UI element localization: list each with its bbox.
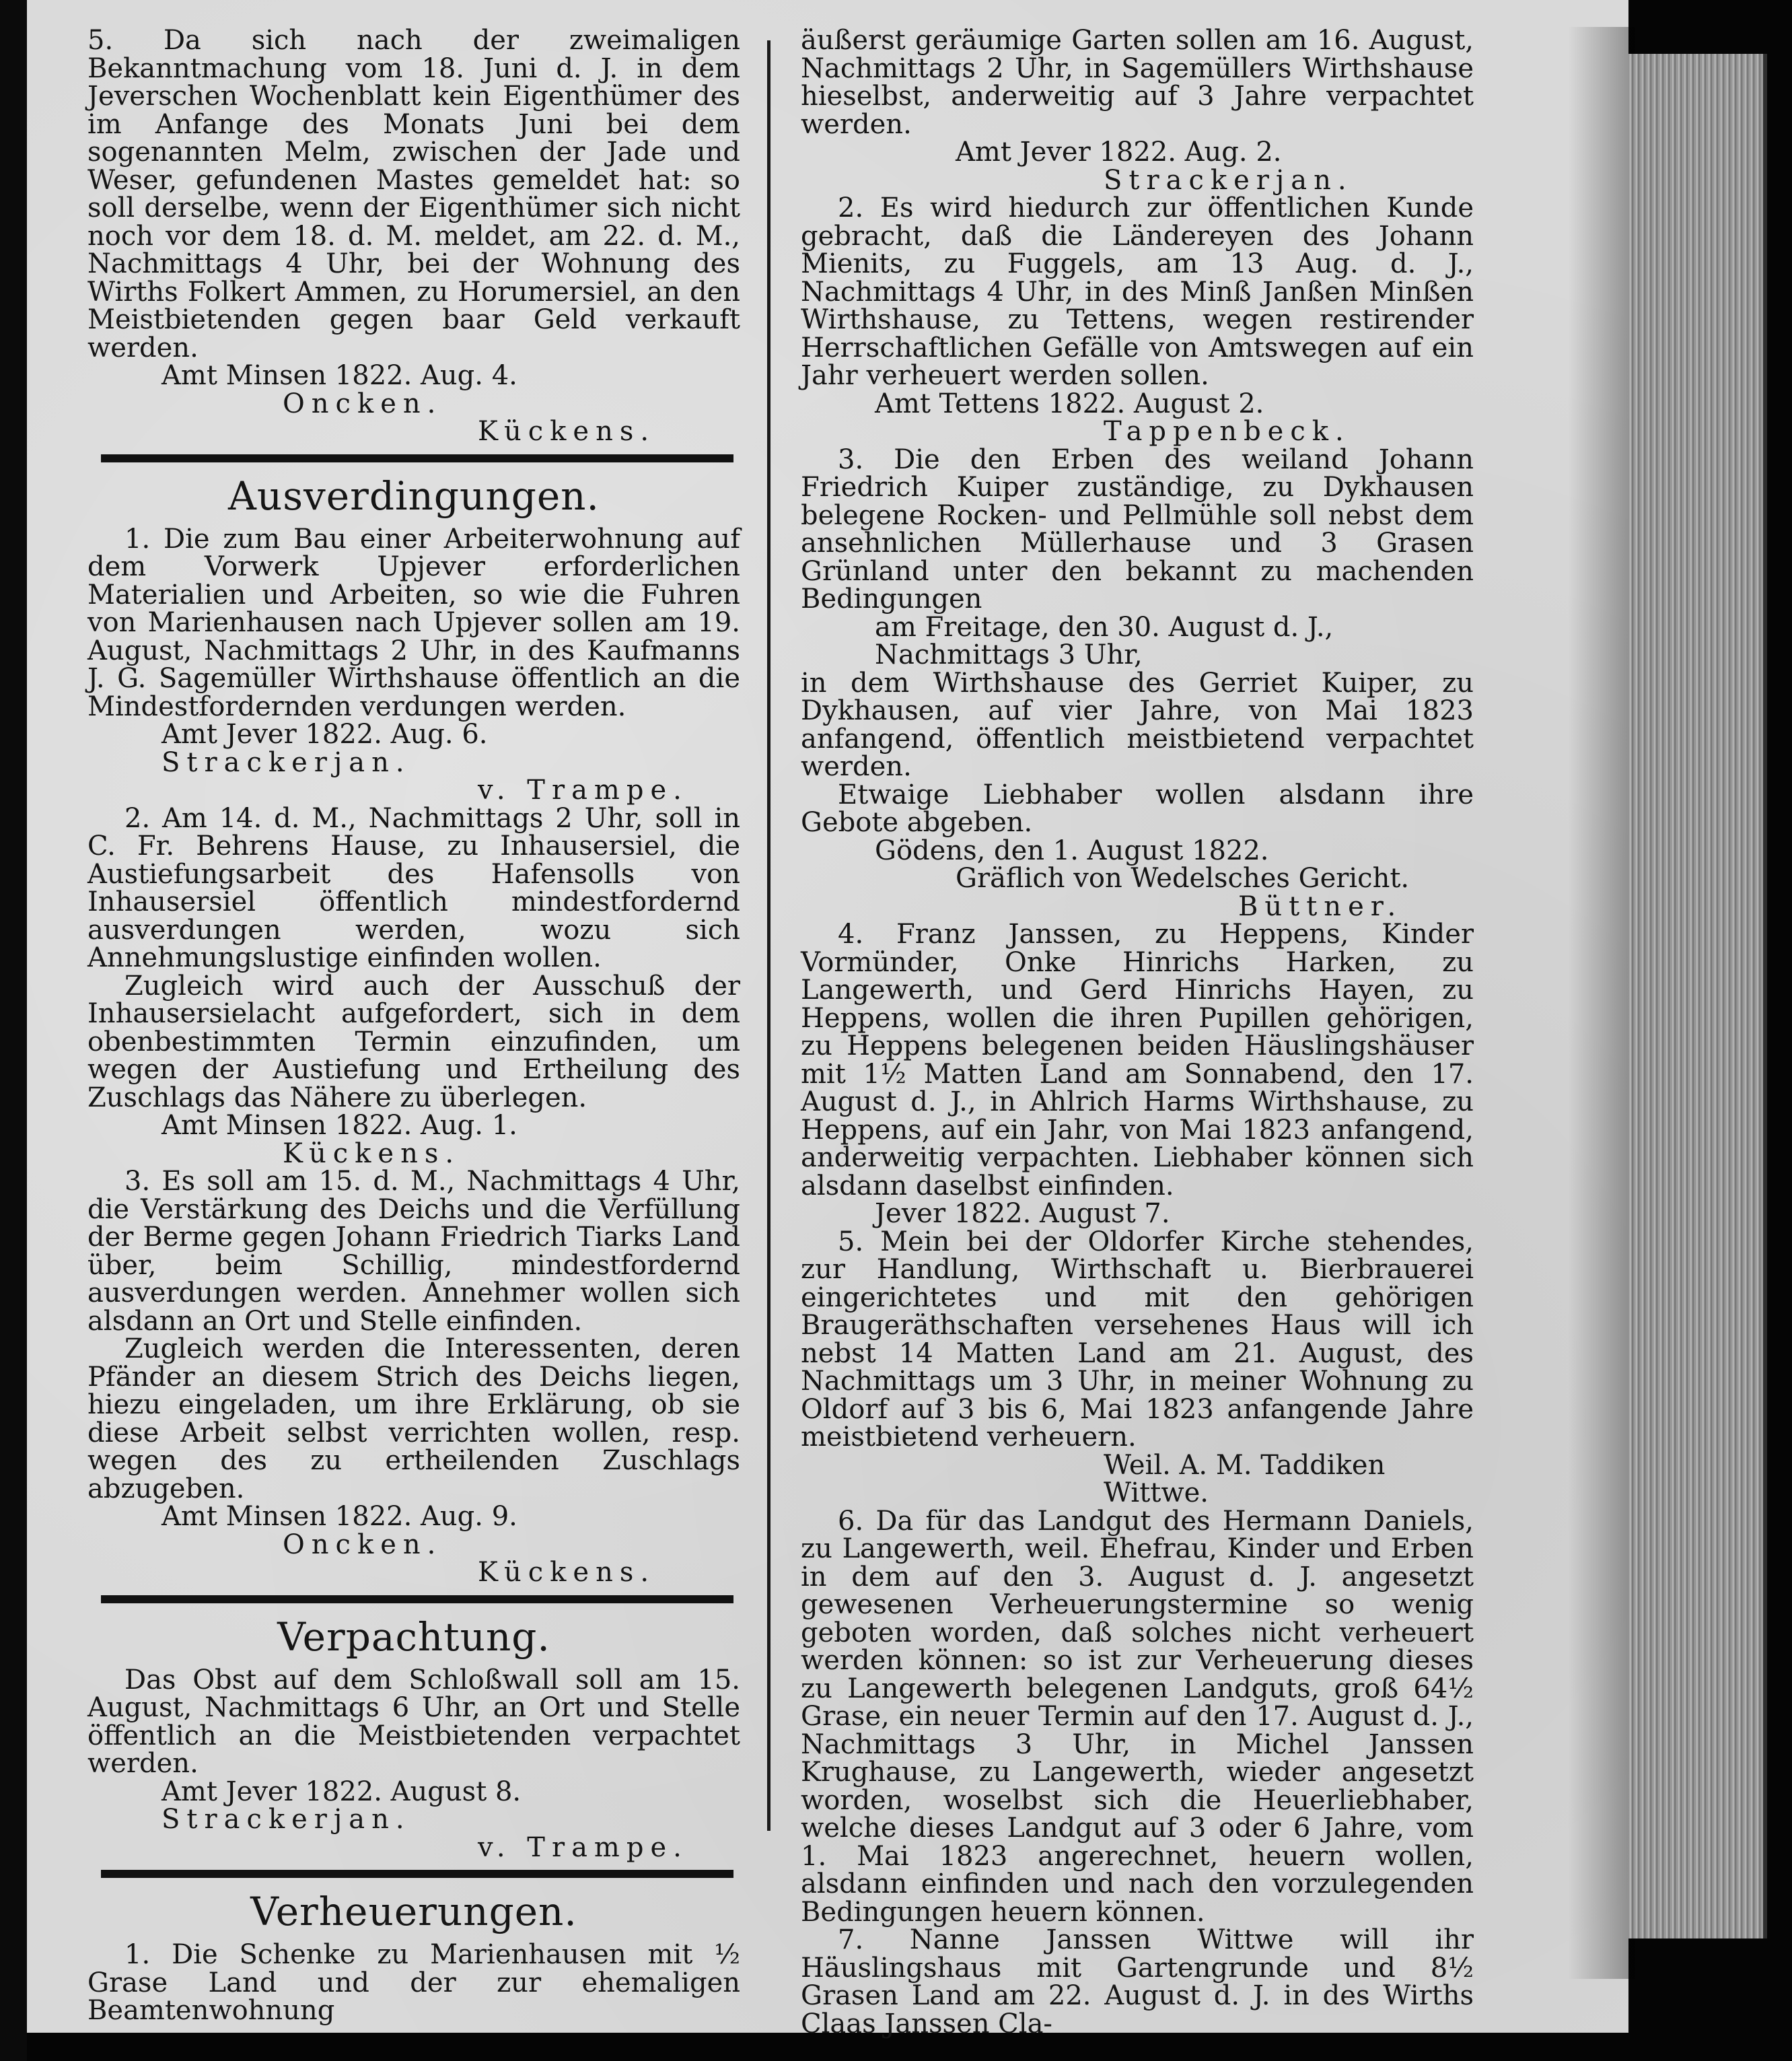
notice-mienits-laendereyen: 2. Es wird hiedurch zur öffentlichen Kunde gebracht, daß die Ländereyen des Johann Mienits, zu Fuggels, am 13 Aug. d. J., Nachmittags 4 Uhr, in des Minß Janßen Minßen Wirthshause, zu Tettens, wegen restirender Herrschaftlichen Gefälle von Amtswegen auf ein Jahr verheuert werden sollen. bbox=[801, 193, 1474, 391]
notice-signature: Büttner. bbox=[1238, 890, 1403, 922]
notice-place-date: Amt Tettens 1822. August 2. bbox=[875, 388, 1264, 419]
notice-muehle-continued: in dem Wirthshause des Gerriet Kuiper, zu Dykhausen, auf vier Jahre, von Mai 1823 anfangend, öffentlich meistbietend verpachtet werden. bbox=[801, 667, 1474, 782]
notice-place-date: Amt Jever 1822. Aug. 2. bbox=[956, 137, 1282, 168]
notice-signature: Kückens. bbox=[283, 1138, 461, 1169]
section-divider bbox=[101, 454, 733, 462]
notice-schenke-marienhausen: 1. Die Schenke zu Marienhausen mit ½ Grase Land und der zur ehemaligen Beamtenwohnung bbox=[87, 1939, 740, 2026]
notice-signature: v. Trampe. bbox=[478, 1831, 688, 1863]
section-heading-verheuerungen: Verheuerungen. bbox=[250, 1889, 577, 1934]
notice-oldorfer-haus: 5. Mein bei der Oldorfer Kirche stehendes, zur Handlung, Wirthschaft u. Bierbrauerei eingerichtetes und mit den gehörigen Braugeräthschaften versehenes Haus will ich nebst 14 Matten Land am 21. August, des Nachmittags um 3 Uhr, in meiner Wohnung zu Oldorf auf 3 bis 6, Mai 1823 anfangende Jahre meistbietend verheuern. bbox=[801, 1226, 1474, 1453]
notice-signature: Strackerjan. bbox=[162, 746, 411, 778]
notice-muehle-dykhausen: 3. Die den Erben des weiland Johann Friedrich Kuiper zuständige, zu Dykhausen belegene Rocken- und Pellmühle soll nebst dem ansehnlichen Müllerhause und 3 Grasen Grünland unter den bekannt zu machenden Bedingungen bbox=[801, 444, 1474, 615]
notice-place-date: Amt Jever 1822. Aug. 6. bbox=[162, 719, 488, 750]
notice-signature: Oncken. bbox=[283, 1529, 443, 1560]
notice-deich: 3. Es soll am 15. d. M., Nachmittags 4 Uhr, die Verstärkung des Deichs und die Verfüllung der Berme gegen Johann Friedrich Tiarks Land über, beim Schillig, mindestfordernd ausverdungen werden. Annehmer wollen sich alsdann an Ort und Stelle einfinden. bbox=[87, 1166, 740, 1337]
notice-landgut-daniels: 6. Da für das Landgut des Hermann Daniels, zu Langewerth, weil. Ehefrau, Kinder und Erben in dem auf den 3. August d. J. angesetzt gewesenen Verheuerungstermine so wenig geboten worden, daß solches nicht verheuert werden können: so ist zur Verheuerung dieses zu Langewerth belegenen Landguts, groß 64½ Grase, ein neuer Termin auf den 17. August d. J., Nachmittags 3 Uhr, in Michel Janssen Krughause, zu Langewerth, wieder angesetzt worden, woselbst sich die Heuerliebhaber, welche dieses Landgut auf 3 oder 6 Jahre, vom 1. Mai 1823 angerechnet, heuern wollen, alsdann einfinden und nach den vorzulegenden Bedingungen heuern können. bbox=[801, 1505, 1474, 1928]
notice-haeuslingshaeuser: 4. Franz Janssen, zu Heppens, Kinder Vormünder, Onke Hinrichs Harken, zu Langewerth, und Gerd Hinrichs Hayen, zu Heppens, wollen die ihren Pupillen gehörigen, zu Heppens belegenen beiden Häuslingshäuser mit 1½ Matten Land am Sonnabend, den 17. August d. J., in Ahlrich Harms Wirthshause, zu Heppens, auf ein Jahr, von Mai 1823 anfangend, anderweitig verpachten. Liebhaber können sich alsdann daselbst einfinden. bbox=[801, 919, 1474, 1201]
section-heading-verpachtung: Verpachtung. bbox=[277, 1613, 550, 1660]
notice-signature: Tappenbeck. bbox=[1104, 416, 1351, 447]
notice-signature: Strackerjan. bbox=[162, 1804, 411, 1835]
notice-hafensoll-addendum: Zugleich wird auch der Ausschuß der Inhausersielacht aufgefordert, sich in dem obenbestimmten Termin einzufinden, um wegen der Austiefung und Ertheilung des Zuschlags das Nähere zu überlegen. bbox=[87, 970, 740, 1113]
notice-muehle-gebote: Etwaige Liebhaber wollen alsdann ihre Gebote abgeben. bbox=[801, 779, 1474, 838]
notice-signature: Oncken. bbox=[283, 388, 443, 419]
notice-signature: Kückens. bbox=[478, 1557, 656, 1588]
right-column bbox=[801, 27, 1474, 2038]
notice-arbeiterwohnung: 1. Die zum Bau einer Arbeiterwohnung auf dem Vorwerk Upjever erforderlichen Materialien und Arbeiten, so wie die Fuhren von Marienhausen nach Upjever sollen am 19. August, Nachmittags 2 Uhr, in des Kaufmanns J. G. Sagemüller Wirthshause öffentlich an die Mindestfordernden verdungen werden. bbox=[87, 523, 740, 722]
notice-schlosswall: Das Obst auf dem Schloßwall soll am 15. August, Nachmittags 6 Uhr, an Ort und Stelle öffentlich an die Meistbietenden verpachtet werden. bbox=[87, 1664, 740, 1779]
notice-place-date: Amt Jever 1822. August 8. bbox=[162, 1776, 522, 1807]
section-divider bbox=[101, 1870, 733, 1878]
notice-deich-addendum: Zugleich werden die Interessenten, deren Pfänder an diesem Strich des Deichs liegen, hiezu eingeladen, um ihre Erklärung, ob sie diese Arbeit selbst verrichten wollen, resp. wegen des zu ertheilenden Zuschlags abzugeben. bbox=[87, 1333, 740, 1504]
notice-court: Gräflich von Wedelsches Gericht. bbox=[956, 863, 1410, 894]
notice-schenke-continued: äußerst geräumige Garten sollen am 16. August, Nachmittags 2 Uhr, in Sagemüllers Wirthshause hieselbst, anderweitig auf 3 Jahre verpachtet werden. bbox=[801, 25, 1474, 140]
notice-mast-sale: 5. Da sich nach der zweimaligen Bekanntmachung vom 18. Juni d. J. in dem Jeverschen Wochenblatt kein Eigenthümer des im Anfange des Monats Juni bei dem sogenannten Melm, zwischen der Jade und Weser, gefundenen Mastes gemeldet hat: so soll derselbe, wenn der Eigenthümer sich nicht noch vor dem 18. d. M. meldet, am 22. d. M., Nachmittags 4 Uhr, bei der Wohnung des Wirths Folkert Ammen, zu Horumersiel, an den Meistbietenden gegen baar Geld verkauft werden. bbox=[87, 25, 740, 363]
book-page-edges bbox=[1628, 54, 1767, 1938]
notice-haeuslingshaus-janssen: 7. Nanne Janssen Wittwe will ihr Häuslingshaus mit Gartengrunde und 8½ Grasen Land am 22. August d. J. in des Wirths Claas Janssen Cla- bbox=[801, 1924, 1474, 2039]
scan-border bbox=[0, 0, 27, 2061]
notice-place-date: Amt Minsen 1822. Aug. 4. bbox=[162, 360, 517, 391]
notice-signature: v. Trampe. bbox=[478, 775, 688, 806]
notice-place-date: Gödens, den 1. August 1822. bbox=[875, 835, 1269, 866]
column-divider bbox=[767, 40, 770, 1831]
notice-date-line: am Freitage, den 30. August d. J., Nachmittags 3 Uhr, bbox=[875, 611, 1334, 670]
notice-place-date: Amt Minsen 1822. Aug. 9. bbox=[162, 1501, 517, 1532]
section-divider bbox=[101, 1595, 733, 1603]
notice-signature: Kückens. bbox=[478, 416, 656, 447]
notice-place-date: Jever 1822. August 7. bbox=[875, 1198, 1170, 1229]
section-heading-ausverdingungen: Ausverdingungen. bbox=[228, 473, 600, 519]
notice-signature: Strackerjan. bbox=[1104, 164, 1353, 196]
binding-shadow bbox=[1568, 27, 1635, 1979]
notice-hafensoll: 2. Am 14. d. M., Nachmittags 2 Uhr, soll in C. Fr. Behrens Hause, zu Inhausersiel, die Austiefungsarbeit des Hafensolls von Inhausersiel öffentlich mindestfordernd ausverdungen werden, wozu sich Annehmungslustige einfinden wollen. bbox=[87, 802, 740, 973]
notice-signature: Weil. A. M. Taddiken Wittwe. bbox=[1104, 1449, 1386, 1508]
left-column bbox=[87, 27, 740, 2025]
newspaper-page bbox=[27, 0, 1628, 2039]
notice-place-date: Amt Minsen 1822. Aug. 1. bbox=[162, 1110, 517, 1141]
